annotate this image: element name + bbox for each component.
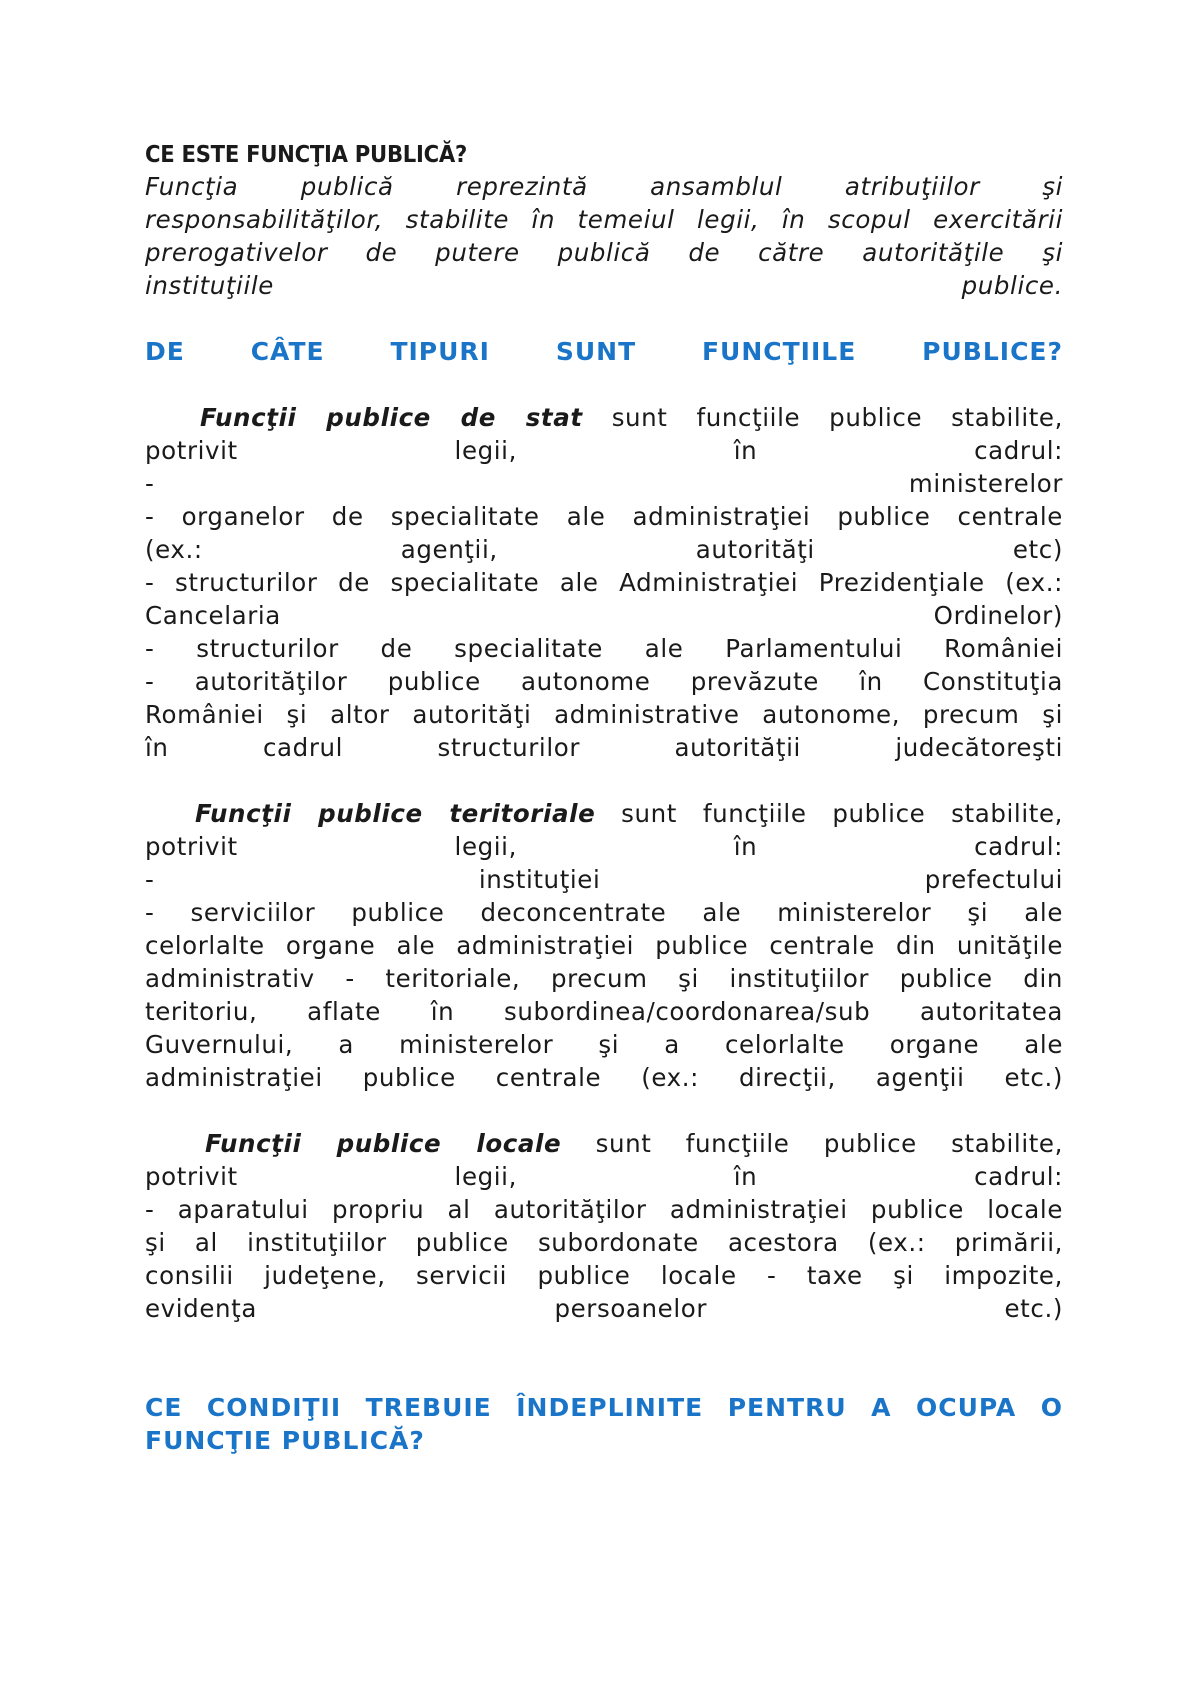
section-line: (ex.: agenţii, autorităţi etc)	[145, 535, 1063, 564]
question-heading-3	[145, 1391, 1063, 1457]
section-intro-line	[145, 797, 1063, 830]
section-line: teritoriu, aflate în subordinea/coordonarea/sub autoritatea	[145, 997, 1063, 1026]
section-line: - autorităţilor publice autonome prevăzute în Constituţia	[145, 667, 1063, 696]
section-intro-line	[145, 1127, 1063, 1160]
heading-line: FUNCŢIE PUBLICĂ?	[145, 1426, 425, 1455]
section-line: - ministerelor	[145, 469, 1063, 498]
term-stat: Funcţii publice de stat	[200, 403, 583, 432]
section-line: - serviciilor publice deconcentrate ale ministerelor şi ale	[145, 898, 1063, 927]
definition-line: prerogativelor de putere publică de către autorităţile şi	[145, 238, 1063, 267]
section-line: evidenţa persoanelor etc.)	[145, 1294, 1063, 1323]
section-line: Cancelaria Ordinelor)	[145, 601, 1063, 630]
section-line: - instituţiei prefectului	[145, 865, 1063, 894]
section-line: administrativ - teritoriale, precum şi instituţiilor publice din	[145, 964, 1063, 993]
section-line: Guvernului, a ministerelor şi a celorlalte organe ale	[145, 1030, 1063, 1059]
section-line: în cadrul structurilor autorităţii judecătoreşti	[145, 733, 1063, 762]
section-line: - structurilor de specialitate ale Administraţiei Prezidenţiale (ex.:	[145, 568, 1063, 597]
section-line: potrivit legii, în cadrul:	[145, 436, 1063, 465]
definition-line: instituţiile publice.	[145, 271, 1063, 300]
section-line: administraţiei publice centrale (ex.: direcţii, agenţii etc.)	[145, 1063, 1063, 1092]
section-stat	[145, 401, 1063, 764]
section-line: potrivit legii, în cadrul:	[145, 832, 1063, 861]
definition-line: Funcţia publică reprezintă ansamblul atribuţiilor şi	[145, 172, 1063, 201]
section-line: şi al instituţiilor publice subordonate acestora (ex.: primării,	[145, 1228, 1063, 1257]
section-line: României şi altor autorităţi administrative autonome, precum şi	[145, 700, 1063, 729]
document-page	[145, 140, 1063, 1457]
section-line: - organelor de specialitate ale administraţiei publice centrale	[145, 502, 1063, 531]
section-intro-line	[145, 401, 1063, 434]
section-teritoriale	[145, 797, 1063, 1094]
intro-text: sunt funcţiile publice stabilite,	[595, 799, 1064, 828]
term-teritoriale: Funcţii publice teritoriale	[195, 799, 596, 828]
section-locale	[145, 1127, 1063, 1325]
section-line: - aparatului propriu al autorităţilor administraţiei publice locale	[145, 1195, 1063, 1224]
question-heading-1: CE ESTE FUNCŢIA PUBLICĂ?	[145, 142, 467, 168]
section-line: - structurilor de specialitate ale Parlamentului României	[145, 634, 1063, 663]
term-locale: Funcţii publice locale	[205, 1129, 562, 1158]
definition-line: responsabilităţilor, stabilite în temeiul legii, în scopul exercitării	[145, 205, 1063, 234]
intro-text: sunt funcţiile publice stabilite,	[561, 1129, 1063, 1158]
definition-paragraph	[145, 170, 1063, 302]
section-line: celorlalte organe ale administraţiei publice centrale din unităţile	[145, 931, 1063, 960]
heading-line: CE CONDIŢII TREBUIE ÎNDEPLINITE PENTRU A OCUPA O	[145, 1393, 1063, 1422]
question-heading-2: DE CÂTE TIPURI SUNT FUNCŢIILE PUBLICE?	[145, 337, 1063, 366]
intro-text: sunt funcţiile publice stabilite,	[582, 403, 1063, 432]
section-line: consilii judeţene, servicii publice locale - taxe şi impozite,	[145, 1261, 1063, 1290]
section-line: potrivit legii, în cadrul:	[145, 1162, 1063, 1191]
